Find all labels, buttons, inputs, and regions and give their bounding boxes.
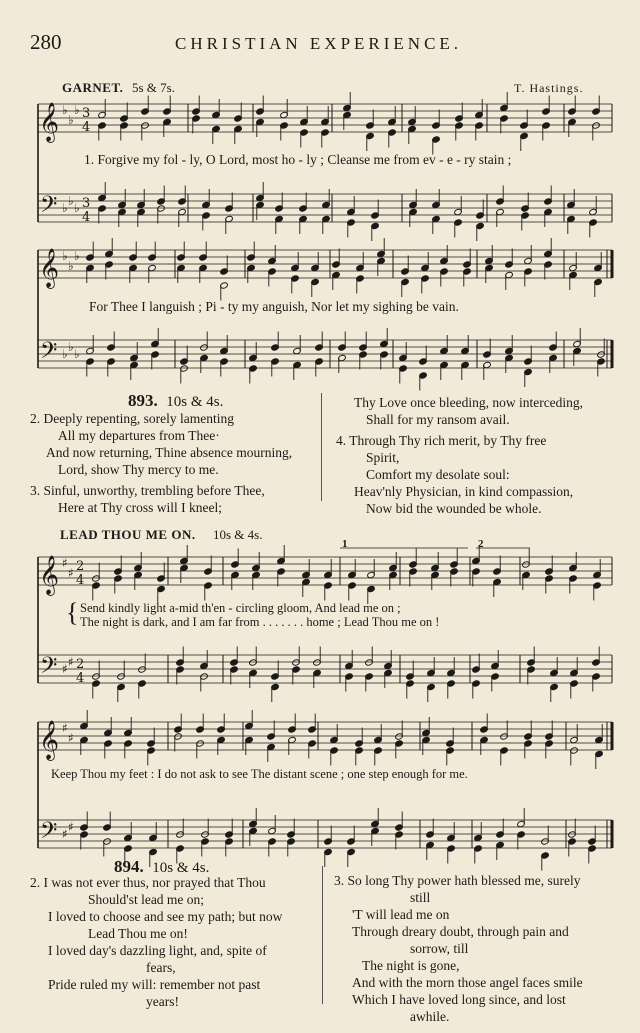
verse-line: Heav'nly Physician, in kind compassion, <box>354 484 574 499</box>
hymn-894-right-column <box>334 872 624 1025</box>
hymn-893-right-column <box>336 394 621 517</box>
garnet-lyric-line-2: For Thee I languish ; Pi - ty my anguish, Nor let my sighing be vain. <box>89 299 459 314</box>
time-signature-bottom: 4 <box>82 120 91 135</box>
tune-name-garnet: GARNET. <box>62 80 124 95</box>
flat-sign-icon: ♭ <box>74 347 80 361</box>
flat-sign-icon: ♭ <box>74 249 80 263</box>
sharp-sign-icon: ♯ <box>68 731 74 745</box>
time-signature-top: 3 <box>82 196 91 211</box>
verse-line: Spirit, <box>366 450 400 465</box>
time-signature-top: 2 <box>76 559 85 574</box>
verse-line: awhile. <box>410 1009 450 1024</box>
lead-lyric-line-a: Send kindly light a-mid th'en - circling gloom, And lead me on ; <box>80 601 401 615</box>
verse-line: Thy Love once bleeding, now interceding, <box>354 395 584 410</box>
time-signature-bottom: 4 <box>76 573 85 588</box>
verse-line: The night is gone, <box>362 958 460 973</box>
bass-clef-icon: 𝄢 <box>40 653 58 684</box>
verse-line: Which I have loved long since, and lost <box>352 992 566 1007</box>
bass-clef-icon: 𝄢 <box>40 818 58 849</box>
verse-line: Lord, show Thy mercy to me. <box>58 462 219 477</box>
treble-clef-icon: 𝄞 <box>39 720 60 760</box>
verse-line: Here at Thy cross will I kneel; <box>58 500 222 515</box>
verse-line: I loved day's dazzling light, and, spite of <box>48 943 267 958</box>
sharp-sign-icon: ♯ <box>68 566 74 580</box>
composer-name: T. Hastings. <box>514 81 584 95</box>
lyric-brace: { <box>66 598 79 627</box>
verse-line: Pride ruled my will: remember not past <box>48 977 261 992</box>
flat-sign-icon: ♭ <box>68 194 74 208</box>
time-signature-top: 2 <box>76 657 85 672</box>
sharp-sign-icon: ♯ <box>62 721 68 735</box>
verse-line: And now returning, Thine absence mourning, <box>46 445 293 460</box>
garnet-lyric-line-1: 1. Forgive my fol - ly, O Lord, most ho - ly ; Cleanse me from ev - e - ry stain ; <box>84 152 512 167</box>
verse-line: 3. So long Thy power hath blessed me, surely <box>334 873 581 888</box>
flat-sign-icon: ♭ <box>68 113 74 127</box>
hymn-number-894: 894. 10s & 4s. <box>114 857 210 876</box>
sharp-sign-icon: ♯ <box>62 662 68 676</box>
treble-clef-icon: 𝄞 <box>39 102 60 142</box>
flat-sign-icon: ♭ <box>68 259 74 273</box>
bass-clef-icon: 𝄢 <box>40 192 58 223</box>
bass-clef-icon: 𝄢 <box>40 338 58 369</box>
ending-label-2: 2 <box>478 538 484 550</box>
verse-line: years! <box>146 994 179 1009</box>
sharp-sign-icon: ♯ <box>62 827 68 841</box>
sharp-sign-icon: ♯ <box>68 820 74 834</box>
treble-clef-icon: 𝄞 <box>39 555 60 595</box>
ending-label-1: 1 <box>342 538 348 550</box>
flat-sign-icon: ♭ <box>74 201 80 215</box>
column-divider <box>321 393 322 501</box>
verse-line: And with the morn those angel faces smile <box>352 975 583 990</box>
verse-line: 2. Deeply repenting, sorely lamenting <box>30 411 234 426</box>
verse-line: sorrow, till <box>410 941 469 956</box>
verse-line: 3. Sinful, unworthy, trembling before Thee, <box>30 483 265 498</box>
verse-line: Lead Thou me on! <box>88 926 188 941</box>
time-signature-bottom: 4 <box>82 210 91 225</box>
running-title: CHRISTIAN EXPERIENCE. <box>175 34 463 53</box>
flat-sign-icon: ♭ <box>62 201 68 215</box>
tune-name-lead-thou-me-on: LEAD THOU ME ON. <box>60 527 196 542</box>
flat-sign-icon: ♭ <box>62 103 68 117</box>
verse-line: 2. I was not ever thus, nor prayed that Thou <box>30 875 266 890</box>
verse-line: Should'st lead me on; <box>88 892 205 907</box>
hymn-893-left-column <box>30 410 320 516</box>
page-number: 280 <box>30 30 62 54</box>
treble-clef-icon: 𝄞 <box>39 248 60 288</box>
verse-line: Through dreary doubt, through pain and <box>352 924 569 939</box>
flat-sign-icon: ♭ <box>74 103 80 117</box>
lead-lyric-line-b: The night is dark, and I am far from . . . . . . . home ; Lead Thou me on ! <box>80 615 440 629</box>
sharp-sign-icon: ♯ <box>62 556 68 570</box>
tune-meter-garnet: 5s & 7s. <box>132 80 175 95</box>
verse-line: 'T will lead me on <box>352 907 450 922</box>
flat-sign-icon: ♭ <box>62 249 68 263</box>
tune-meter-lead-thou-me-on: 10s & 4s. <box>213 527 263 542</box>
verse-line: 4. Through Thy rich merit, by Thy free <box>336 433 547 448</box>
verse-line: All my departures from Thee· <box>58 428 220 443</box>
time-signature-bottom: 4 <box>76 671 85 686</box>
verse-line: Shall for my ransom avail. <box>366 412 510 427</box>
verse-line: Comfort my desolate soul: <box>366 467 510 482</box>
column-divider <box>322 866 323 1004</box>
lead-lyric-line-c: Keep Thou my feet : I do not ask to see The distant scene ; one step enough for me. <box>51 767 468 781</box>
verse-line: still <box>410 890 431 905</box>
verse-line: I loved to choose and see my path; but now <box>48 909 283 924</box>
time-signature-top: 3 <box>82 106 91 121</box>
hymn-894-left-column <box>30 874 320 1010</box>
verse-line: fears, <box>146 960 176 975</box>
flat-sign-icon: ♭ <box>62 347 68 361</box>
verse-line: Now bid the wounded be whole. <box>366 501 542 516</box>
hymn-number-893: 893. 10s & 4s. <box>128 391 224 410</box>
sharp-sign-icon: ♯ <box>68 655 74 669</box>
flat-sign-icon: ♭ <box>68 340 74 354</box>
